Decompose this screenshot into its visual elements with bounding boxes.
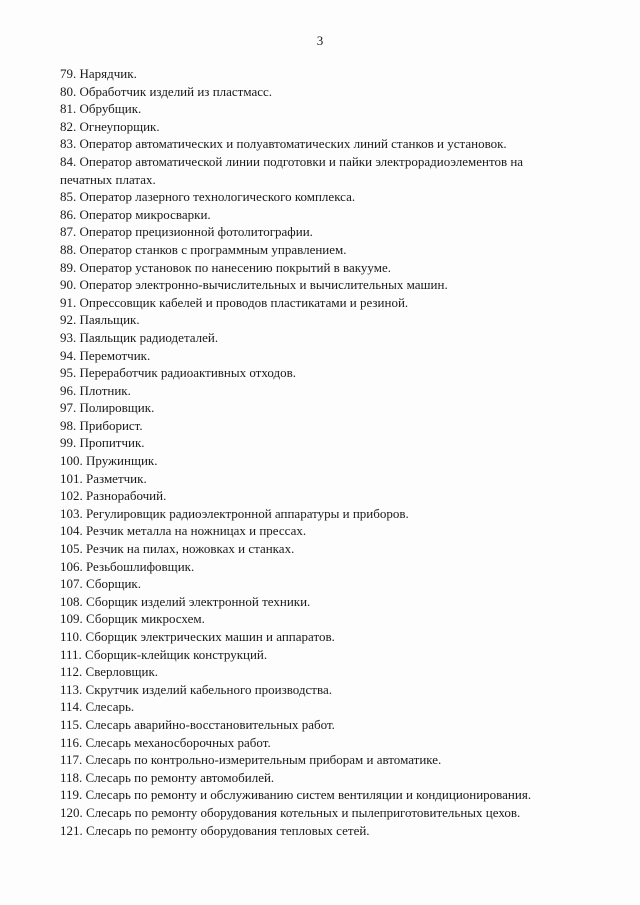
list-item: 93. Паяльщик радиодеталей. xyxy=(60,329,219,345)
list-item: 100. Пружинщик. xyxy=(60,453,158,469)
list-item: 117. Слесарь по контрольно-измерительным приборам и автоматике. xyxy=(60,752,442,768)
list-item: 79. Нарядчик. xyxy=(60,66,137,81)
list-item: 101. Разметчик. xyxy=(60,470,147,486)
list-item: 104. Резчик металла на ножницах и прессах. xyxy=(60,523,307,539)
list-item: 107. Сборщик. xyxy=(60,576,141,592)
list-item: 98. Приборист. xyxy=(60,417,143,433)
list-item: 84. Оператор автоматической линии подготовки и пайки электрорадиоэлементов на печатных платах. xyxy=(60,153,524,187)
list-item: 94. Перемотчик. xyxy=(60,347,151,363)
list-item: 90. Оператор электронно-вычислительных и вычислительных машин. xyxy=(60,277,448,293)
list-item: 113. Скрутчик изделий кабельного производства. xyxy=(60,681,332,697)
list-item: 118. Слесарь по ремонту автомобилей. xyxy=(60,769,275,785)
list-item: 105. Резчик на пилах, ножовках и станках. xyxy=(60,541,295,557)
list-item: 89. Оператор установок по нанесению покрытий в вакууме. xyxy=(60,259,392,275)
list-item: 81. Обрубщик. xyxy=(60,101,142,117)
list-item: 119. Слесарь по ремонту и обслуживанию систем вентиляции и кондиционирования. xyxy=(60,787,532,803)
list-item: 103. Регулировщик радиоэлектронной аппаратуры и приборов. xyxy=(60,505,409,521)
list-item: 102. Разнорабочий. xyxy=(60,488,167,504)
list-item: 114. Слесарь. xyxy=(60,699,135,715)
list-item: 112. Сверловщик. xyxy=(60,664,159,680)
page-number: 3 xyxy=(316,33,324,48)
list-item: 106. Резьбошлифовщик. xyxy=(60,558,195,574)
list-item: 85. Оператор лазерного технологического комплекса. xyxy=(60,189,356,205)
list-item: 80. Обработчик изделий из пластмасс. xyxy=(60,83,273,99)
list-item: 92. Паяльщик. xyxy=(60,312,140,328)
profession-list xyxy=(60,65,620,839)
list-item: 121. Слесарь по ремонту оборудования тепловых сетей. xyxy=(60,822,370,838)
list-item: 82. Огнеупорщик. xyxy=(60,118,160,134)
list-item: 110. Сборщик электрических машин и аппаратов. xyxy=(60,629,335,644)
list-item: 88. Оператор станков с программным управлением. xyxy=(60,241,347,257)
list-item: 115. Слесарь аварийно-восстановительных работ. xyxy=(60,716,335,732)
list-item: 116. Слесарь механосборочных работ. xyxy=(60,734,271,750)
list-item: 96. Плотник. xyxy=(60,382,131,398)
list-item: 111. Сборщик-клейщик конструкций. xyxy=(60,646,268,662)
list-item: 109. Сборщик микросхем. xyxy=(60,611,205,627)
list-item: 83. Оператор автоматических и полуавтоматических линий станков и установок. xyxy=(60,136,507,152)
list-item: 120. Слесарь по ремонту оборудования котельных и пылеприготовительных цехов. xyxy=(60,804,521,820)
list-item: 91. Опрессовщик кабелей и проводов пластикатами и резиной. xyxy=(60,294,409,310)
list-item: 95. Переработчик радиоактивных отходов. xyxy=(60,365,296,381)
list-item: 108. Сборщик изделий электронной техники. xyxy=(60,593,311,609)
list-item: 87. Оператор прецизионной фотолитографии. xyxy=(60,224,313,240)
list-item: 97. Полировщик. xyxy=(60,400,155,416)
list-item: 86. Оператор микросварки. xyxy=(60,206,211,222)
list-item: 99. Пропитчик. xyxy=(60,435,145,451)
